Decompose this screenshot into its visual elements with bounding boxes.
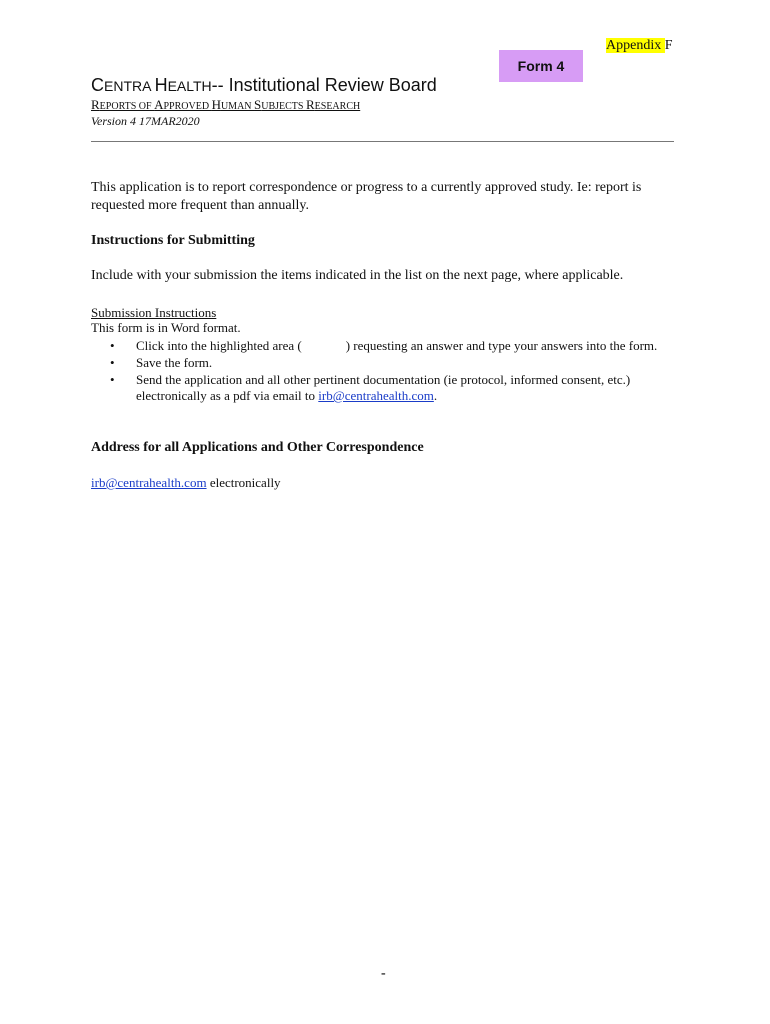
word-format-note: This form is in Word format. xyxy=(91,320,241,335)
subtitle-part: EPORTS OF xyxy=(99,101,155,112)
intro-paragraph: This application is to report correspondence or progress to a currently approved study. Ie: report is requested more frequent than annually. xyxy=(91,180,642,213)
title-part: -- Institutional Review Board xyxy=(211,75,437,95)
subtitle-part: S xyxy=(254,97,262,112)
list-item xyxy=(110,372,670,404)
document-title xyxy=(91,75,437,96)
subtitle-part: H xyxy=(211,97,221,112)
appendix-label xyxy=(606,38,673,54)
title-part: EALTH xyxy=(167,78,212,94)
bullet-icon: • xyxy=(110,355,115,370)
step-text: . xyxy=(433,388,438,403)
address-email-link[interactable]: irb@centrahealth.com xyxy=(91,475,207,490)
subtitle-part: A xyxy=(154,97,164,112)
address-heading: Address for all Applications and Other Correspondence xyxy=(91,440,424,455)
subtitle-part: UMAN xyxy=(220,101,255,112)
step-text: ) requesting an answer and type your answers into the form. xyxy=(345,338,658,353)
include-paragraph: Include with your submission the items indicated in the list on the next page, where applicable. xyxy=(91,268,624,283)
form-number-label: Form 4 xyxy=(517,58,565,74)
subtitle-part: R xyxy=(305,97,315,112)
page-marker: - xyxy=(381,966,386,981)
step-text: Click into the highlighted area ( xyxy=(136,338,302,353)
instructions-heading: Instructions for Submitting xyxy=(91,233,255,248)
appendix-highlight: Appendix xyxy=(606,38,665,53)
subtitle-part: ESEARCH xyxy=(314,101,361,112)
address-suffix: electronically xyxy=(206,475,281,490)
list-item xyxy=(110,338,670,354)
step-text: Save the form. xyxy=(136,355,213,370)
subtitle-part: R xyxy=(91,97,100,112)
title-part: C xyxy=(91,75,104,95)
appendix-letter: F xyxy=(664,38,673,53)
list-item xyxy=(110,355,670,371)
header-divider xyxy=(91,141,674,142)
bullet-icon: • xyxy=(110,372,115,387)
step-text: Send the application and all other pertinent documentation (ie protocol, informed consent, etc.) electronically as a pdf via email to xyxy=(136,372,631,403)
subtitle-part: PPROVED xyxy=(163,101,212,112)
version-label: Version 4 17MAR2020 xyxy=(91,114,200,128)
title-part: ENTRA xyxy=(104,78,155,94)
email-link[interactable]: irb@centrahealth.com xyxy=(318,388,434,403)
document-subtitle xyxy=(91,97,360,113)
submission-steps-list xyxy=(110,338,670,405)
address-line xyxy=(91,475,281,491)
submission-instructions-heading: Submission Instructions xyxy=(91,305,217,320)
bullet-icon: • xyxy=(110,338,115,353)
subtitle-part: UBJECTS xyxy=(261,101,306,112)
title-part: H xyxy=(154,75,168,95)
form-number-badge xyxy=(499,50,583,82)
